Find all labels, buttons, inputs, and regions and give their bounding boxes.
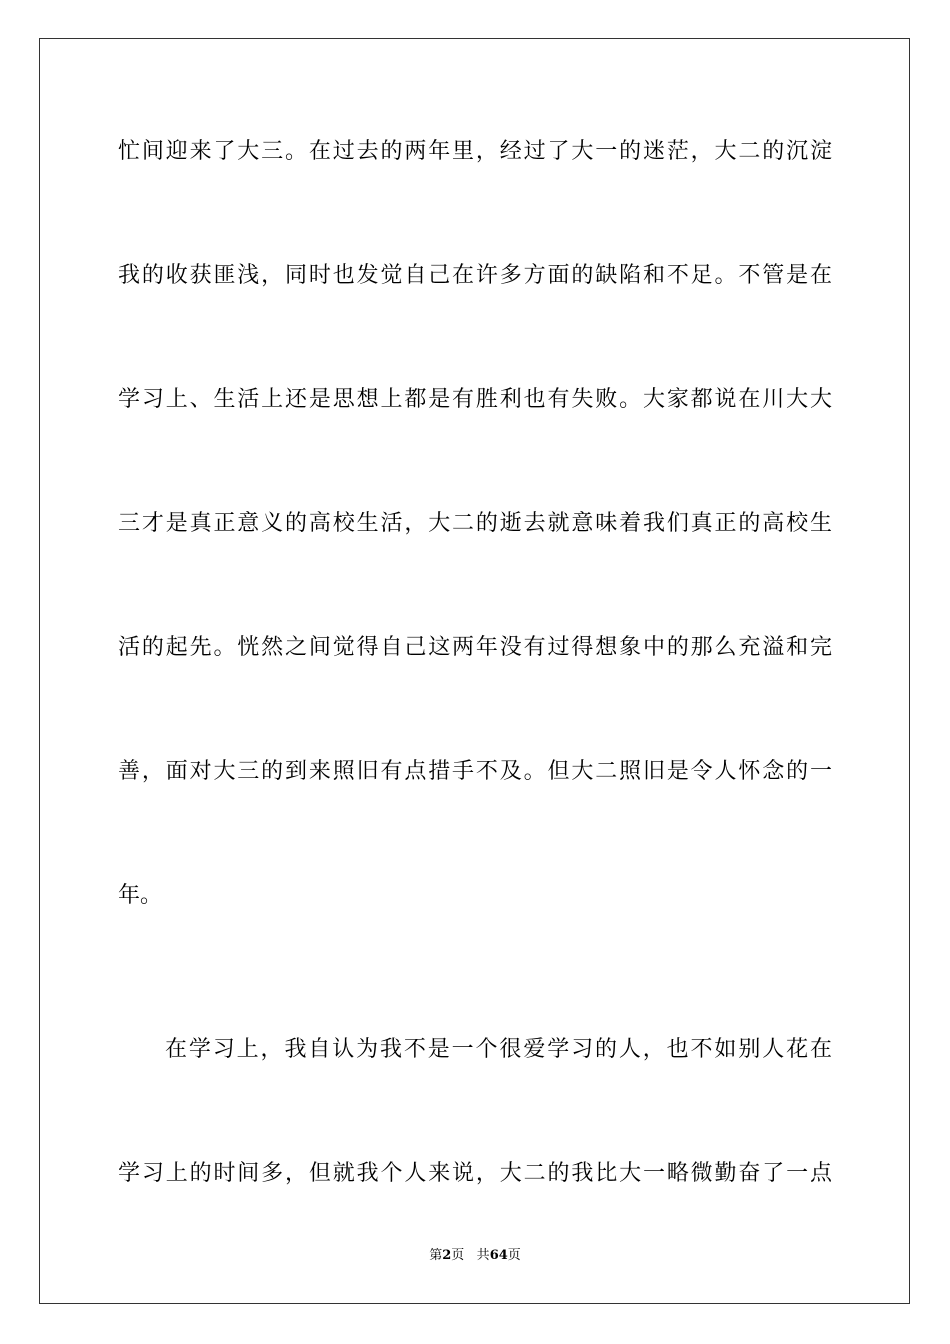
page-number: 2: [442, 1248, 452, 1263]
page-suffix: 页: [451, 1248, 465, 1263]
page-border: [39, 38, 910, 1304]
page-footer: [0, 1247, 950, 1265]
total-pages: 64: [489, 1248, 508, 1263]
body-text-line-5: 活的起先。恍然之间觉得自己这两年没有过得想象中的那么充溢和完: [118, 635, 832, 660]
total-prefix: 共: [476, 1248, 490, 1263]
total-suffix: 页: [507, 1248, 521, 1263]
body-text-line-8: 在学习上，我自认为我不是一个很爱学习的人，也不如别人花在: [165, 1037, 832, 1062]
body-text-line-9: 学习上的时间多，但就我个人来说，大二的我比大一略微勤奋了一点: [118, 1161, 832, 1186]
page-prefix: 第: [429, 1248, 443, 1263]
body-text-line-1: 忙间迎来了大三。在过去的两年里，经过了大一的迷茫，大二的沉淀: [118, 139, 832, 164]
body-text-line-6: 善，面对大三的到来照旧有点措手不及。但大二照旧是令人怀念的一: [118, 759, 832, 784]
body-text-line-3: 学习上、生活上还是思想上都是有胜利也有失败。大家都说在川大大: [118, 387, 832, 412]
body-text-line-4: 三才是真正意义的高校生活，大二的逝去就意味着我们真正的高校生: [118, 511, 832, 536]
body-text-line-7: 年。: [118, 883, 163, 908]
body-text-line-2: 我的收获匪浅，同时也发觉自己在许多方面的缺陷和不足。不管是在: [118, 263, 832, 288]
